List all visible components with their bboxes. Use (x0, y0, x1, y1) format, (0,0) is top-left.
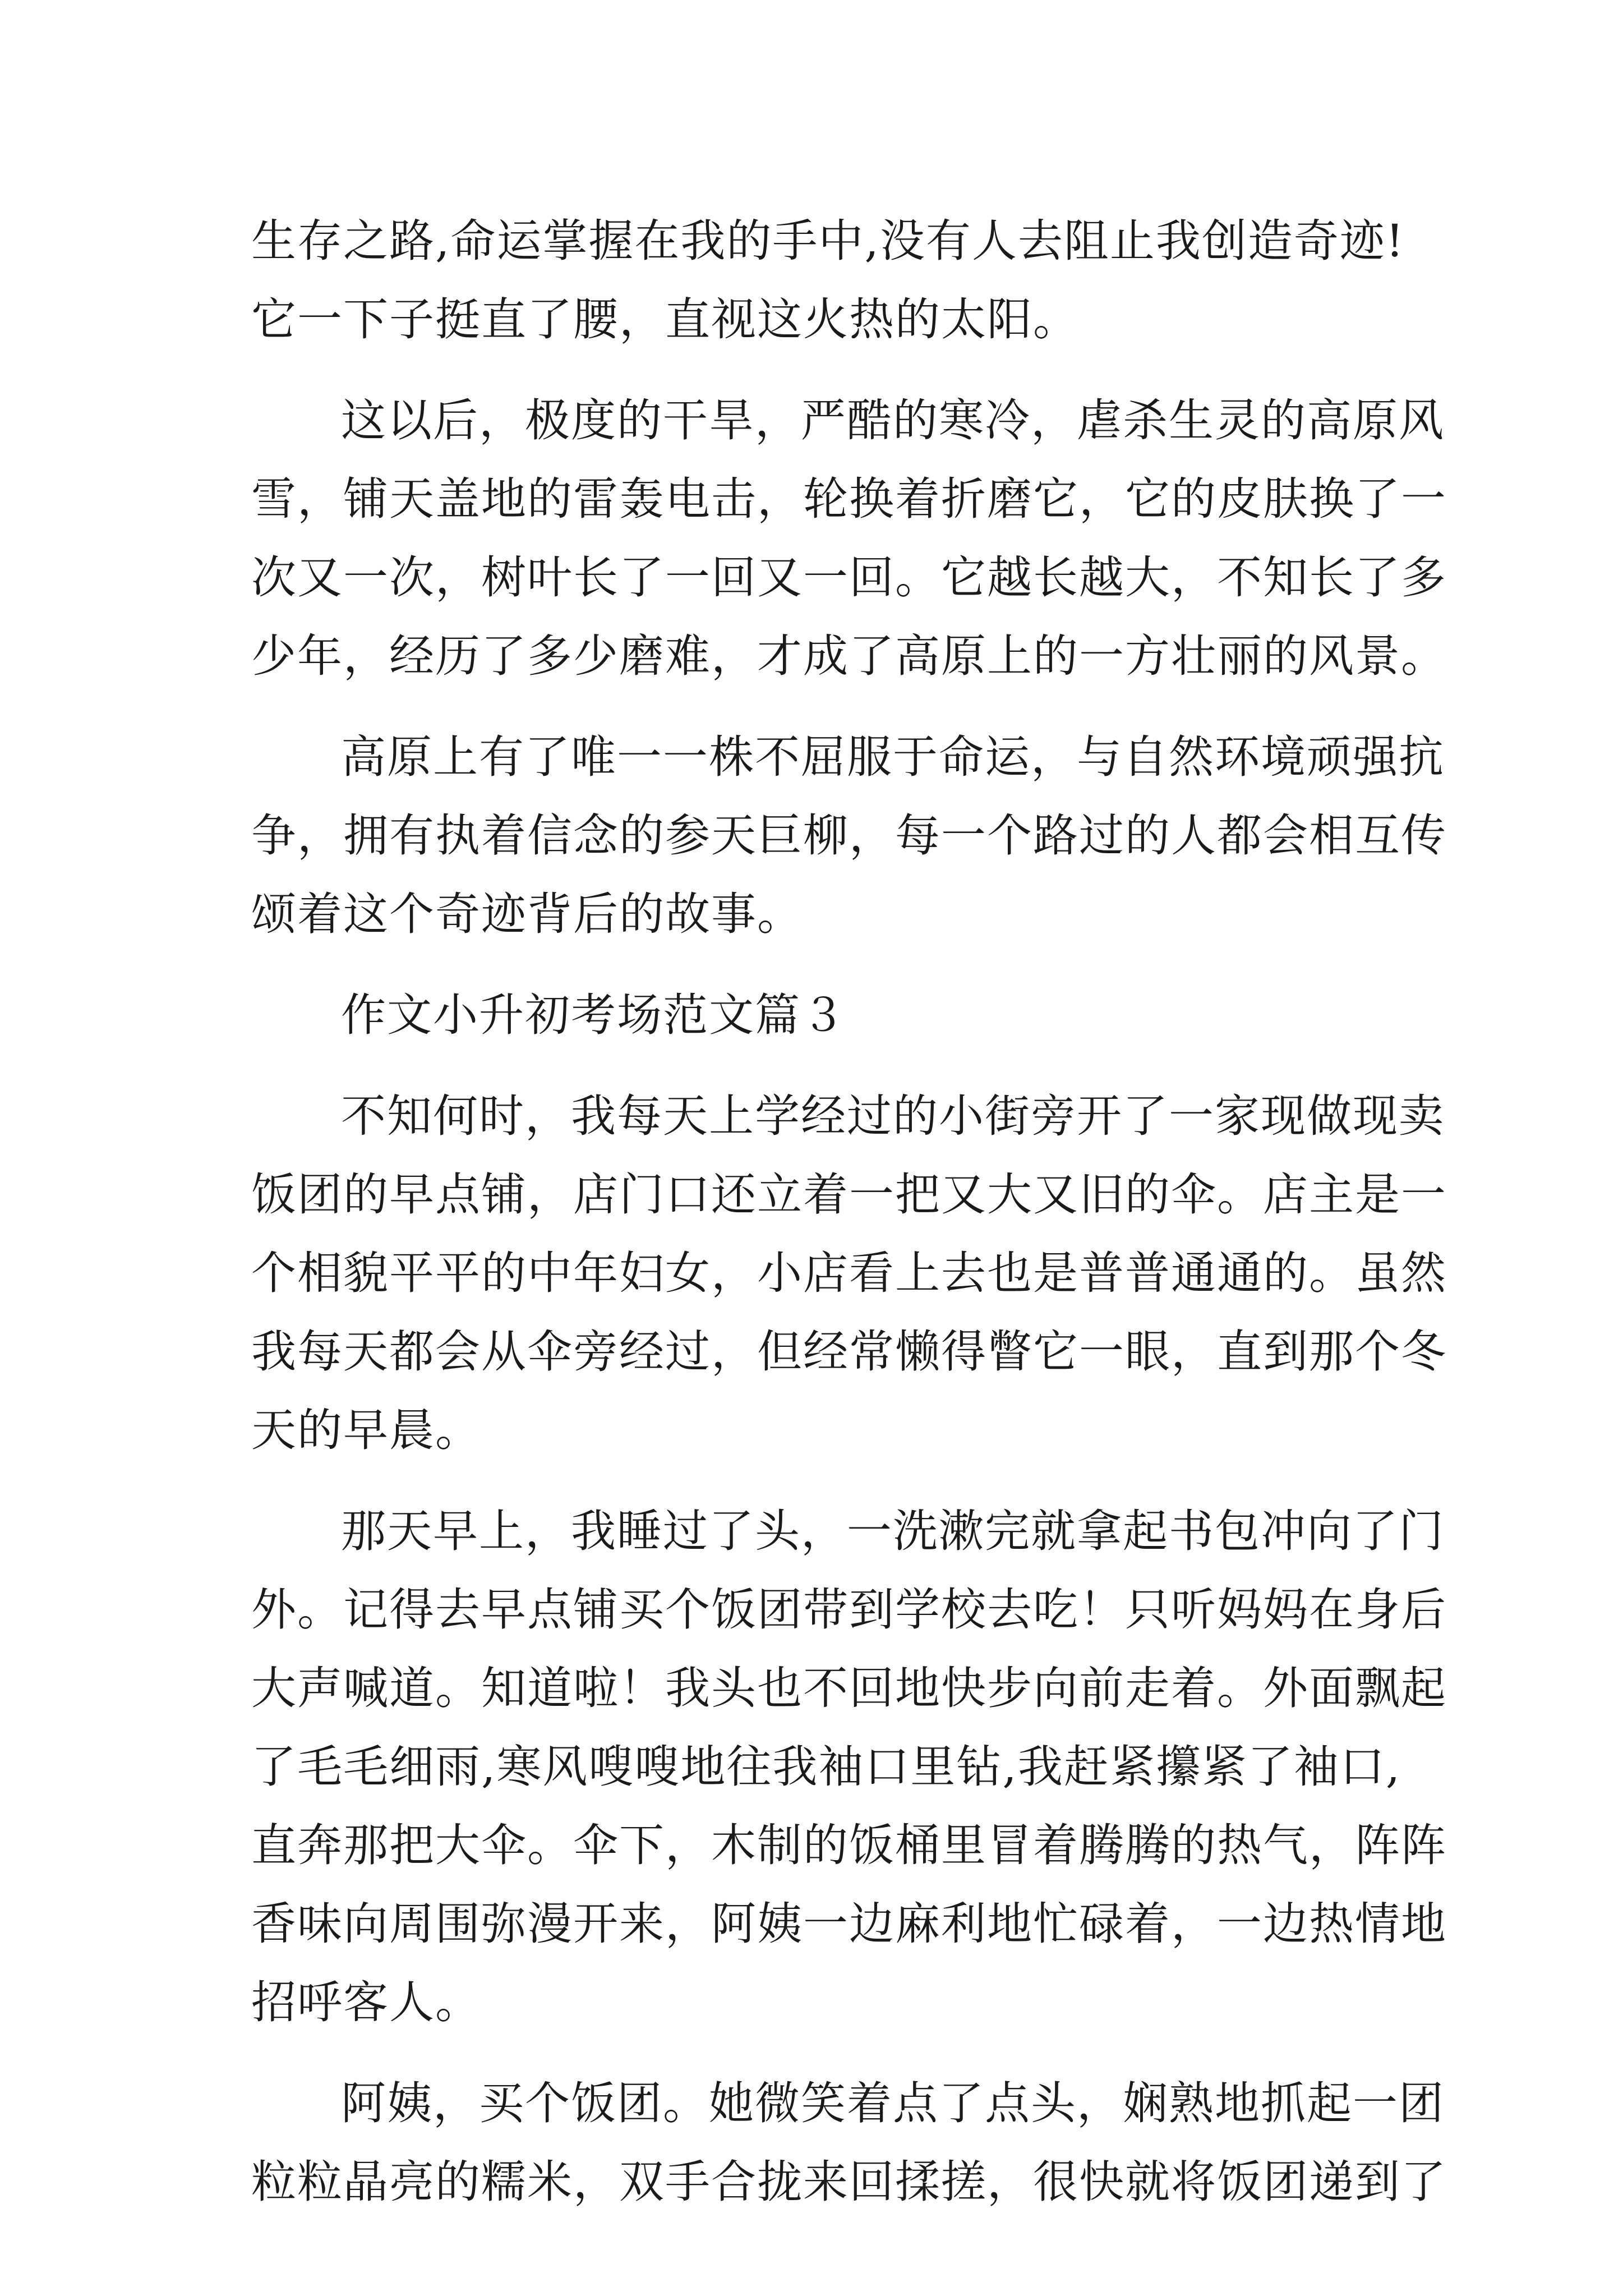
text-line: 外。记得去早点铺买个饭团带到学校去吃！只听妈妈在身后 (251, 1584, 1447, 1636)
text-line: 它一下子挺直了腰，直视这火热的太阳。 (251, 293, 1079, 346)
text-line: 直奔那把大伞。伞下，木制的饭桶里冒着腾腾的热气，阵阵 (251, 1819, 1447, 1871)
text-line: 少年，经历了多少磨难，才成了高原上的一方壮丽的风景。 (251, 630, 1447, 682)
text-line: 个相貌平平的中年妇女，小店看上去也是普普通通的。虽然 (251, 1247, 1447, 1299)
text-line: 次又一次，树叶长了一回又一回。它越长越大，不知长了多 (251, 551, 1447, 604)
section-heading: 作文小升初考场范文篇３ (341, 989, 847, 1041)
text-line: 粒粒晶亮的糯米，双手合拢来回揉搓，很快就将饭团递到了 (251, 2156, 1447, 2208)
text-line: 天的早晨。 (251, 1404, 481, 1456)
paragraph-start-line: 高原上有了唯一一株不屈服于命运，与自然环境顽强抗 (341, 731, 1445, 783)
paragraph-start-line: 那天早上，我睡过了头，一洗漱完就拿起书包冲向了门 (341, 1505, 1445, 1557)
paragraph-start-line: 阿姨，买个饭团。她微笑着点了点头，娴熟地抓起一团 (341, 2077, 1445, 2129)
text-line: 生存之路,命运掌握在我的手中,没有人去阻止我创造奇迹! (251, 215, 1405, 267)
text-line: 颂着这个奇迹背后的故事。 (251, 888, 803, 940)
text-line: 雪，铺天盖地的雷轰电击，轮换着折磨它，它的皮肤换了一 (251, 473, 1447, 525)
text-line: 饭团的早点铺，店门口还立着一把又大又旧的伞。店主是一 (251, 1168, 1447, 1221)
paragraph-start-line: 不知何时，我每天上学经过的小街旁开了一家现做现卖 (341, 1090, 1445, 1142)
text-line: 招呼客人。 (251, 1976, 481, 2028)
document-body (251, 202, 1447, 2221)
text-line: 了毛毛细雨,寒风嗖嗖地往我袖口里钻,我赶紧攥紧了袖口, (251, 1741, 1401, 1793)
text-line: 香味向周围弥漫开来，阿姨一边麻利地忙碌着，一边热情地 (251, 1898, 1447, 1950)
paragraph-start-line: 这以后，极度的干旱，严酷的寒冷，虐杀生灵的高原风 (341, 394, 1445, 447)
text-line: 我每天都会从伞旁经过，但经常懒得瞥它一眼，直到那个冬 (251, 1326, 1447, 1378)
text-line: 争，拥有执着信念的参天巨柳，每一个路过的人都会相互传 (251, 809, 1447, 862)
text-line: 大声喊道。知道啦！我头也不回地快步向前走着。外面飘起 (251, 1662, 1447, 1714)
